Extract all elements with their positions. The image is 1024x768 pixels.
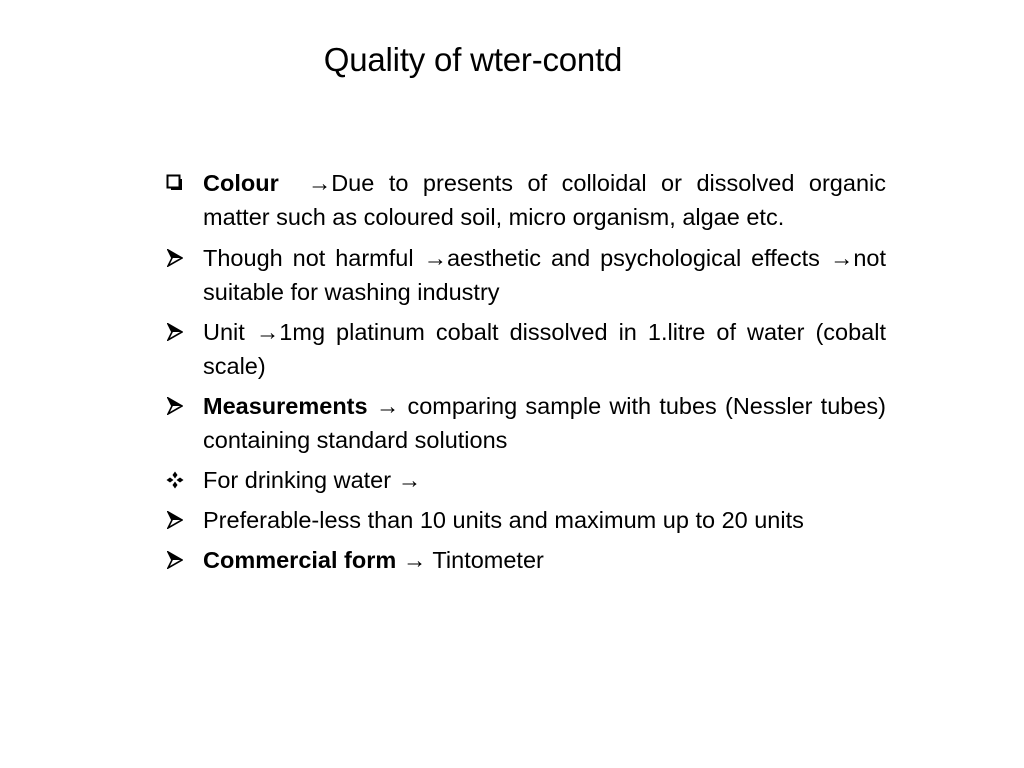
bullet-item-colour (160, 166, 886, 234)
arrowhead-icon (160, 389, 190, 423)
slide-title: Quality of wter-contd (323, 41, 623, 78)
bullet-text: →Due to presents of colloidal or dissolved organic matter such as coloured soil, micro organism, algae etc. (203, 170, 886, 230)
bullet-bold-label: Measurements (203, 393, 368, 419)
bullet-text: For drinking water → (203, 467, 422, 493)
bullet-bold-label: Commercial form (203, 547, 397, 573)
bullet-item-harmful (160, 241, 886, 309)
four-diamond-icon (160, 463, 190, 497)
arrowhead-icon (160, 503, 190, 537)
bullet-bold-label: Colour (203, 170, 279, 196)
bullet-text: Unit →1mg platinum cobalt dissolved in 1.litre of water (cobalt scale) (203, 319, 886, 379)
bullet-text: → Tintometer (396, 547, 544, 573)
bullet-item-drinking-water (160, 463, 886, 497)
bullet-list (160, 166, 886, 583)
arrowhead-icon (160, 315, 190, 349)
bullet-item-unit (160, 315, 886, 383)
bullet-text: Though not harmful →aesthetic and psychological effects →not suitable for washing industry (203, 245, 886, 305)
bullet-item-measurements (160, 389, 886, 457)
bullet-item-preferable (160, 503, 886, 537)
bullet-text: Preferable-less than 10 units and maximum up to 20 units (203, 507, 804, 533)
bullet-item-commercial-form (160, 543, 886, 577)
arrowhead-icon (160, 241, 190, 275)
arrowhead-icon (160, 543, 190, 577)
bullet-text: → comparing sample with tubes (Nessler tubes) containing standard solutions (203, 393, 886, 453)
hollow-square-icon (160, 166, 190, 200)
